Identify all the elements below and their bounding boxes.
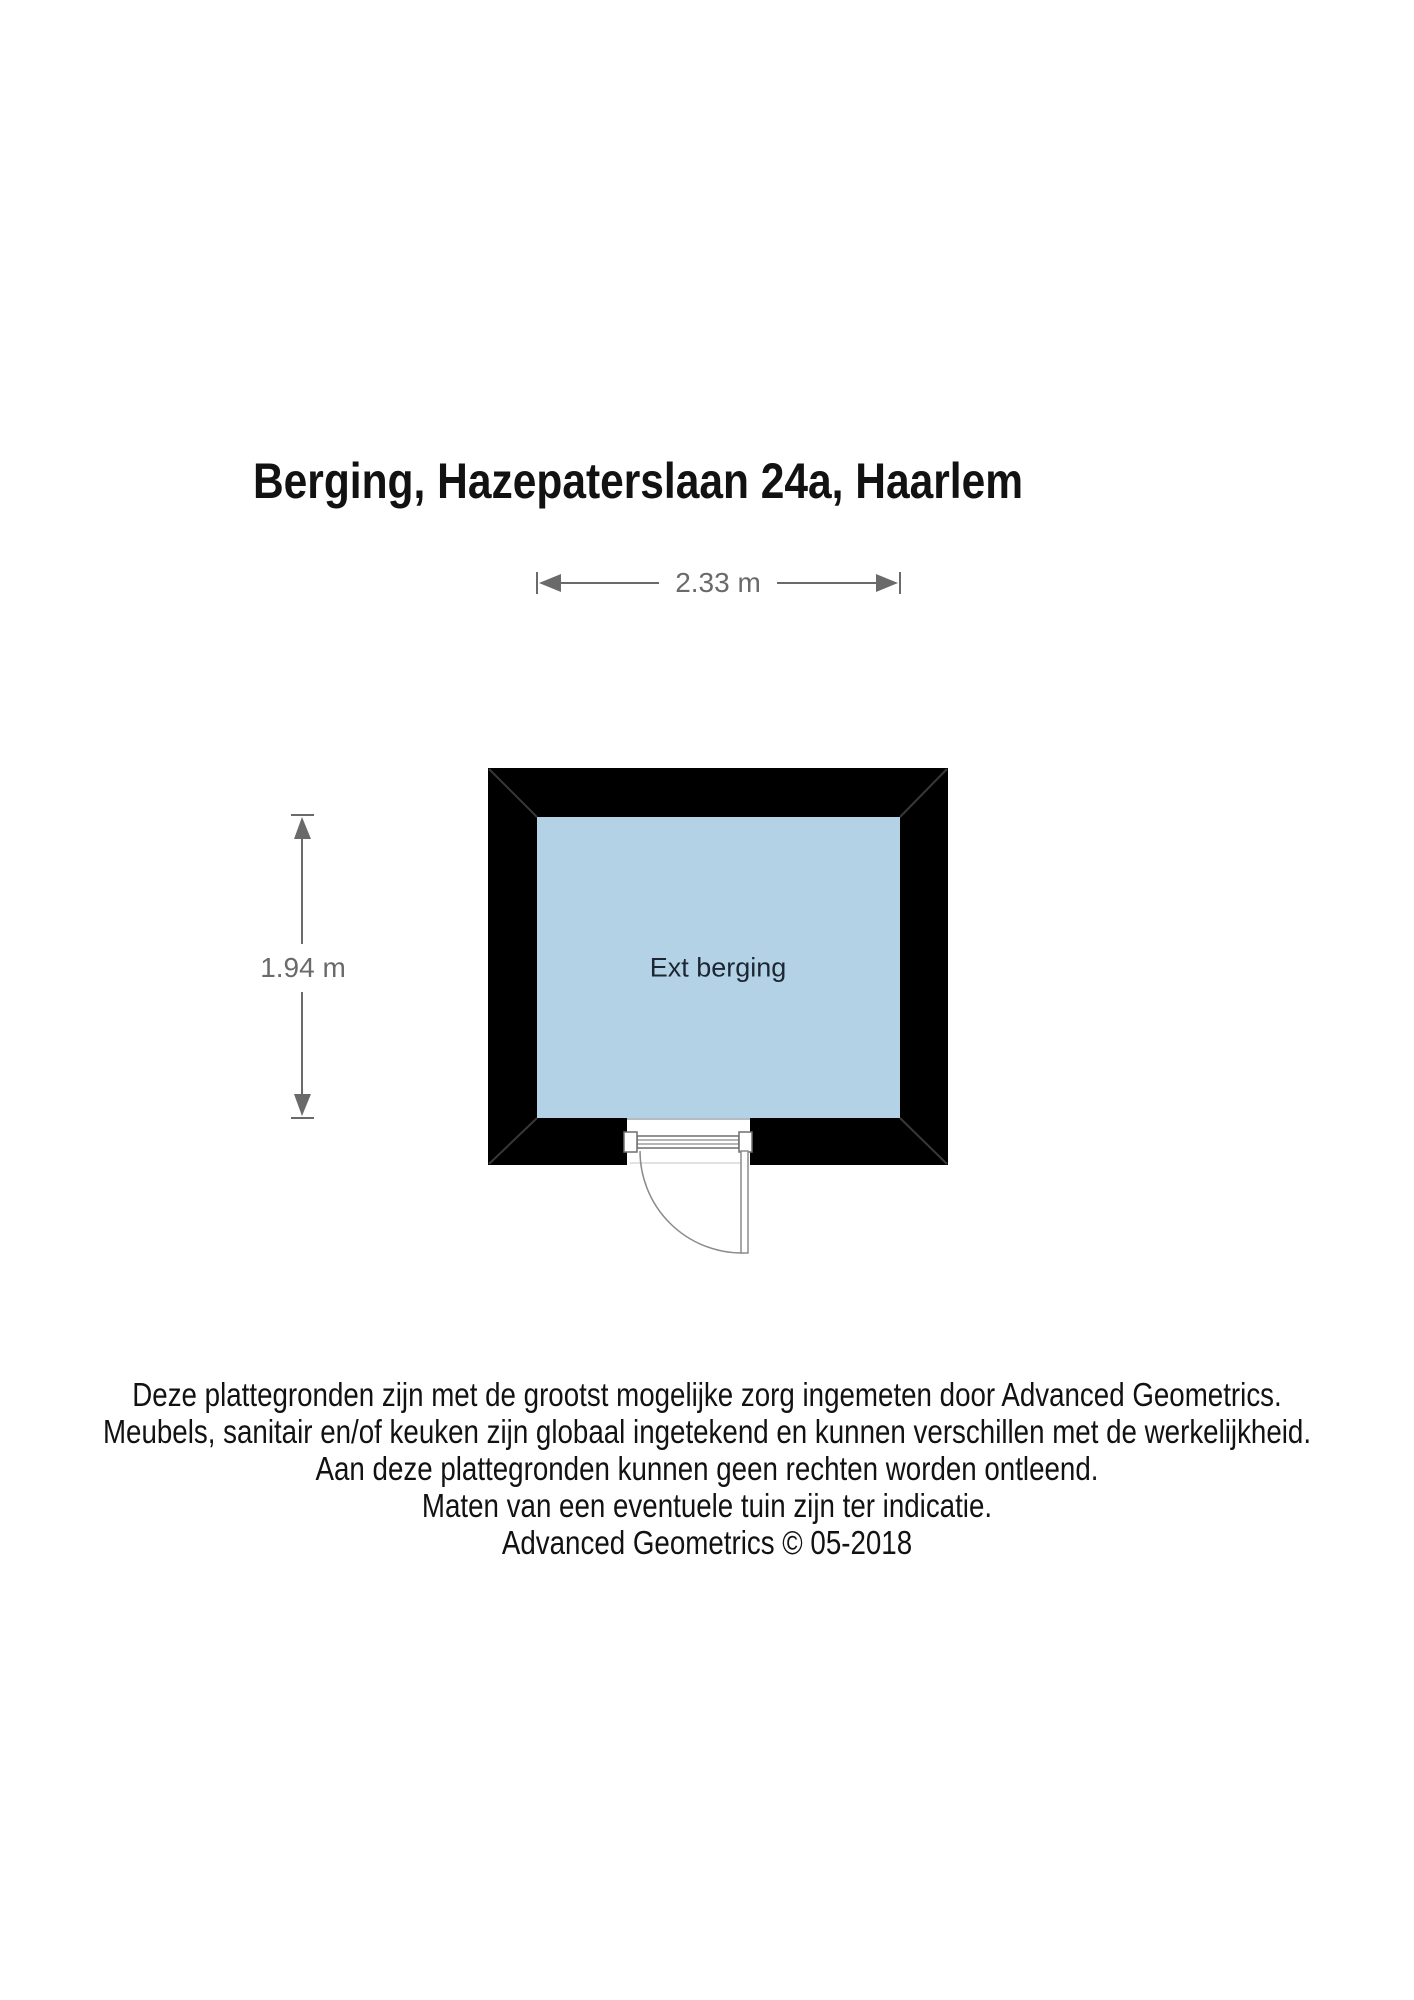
arrow-right-icon — [876, 574, 898, 592]
height-dimension-label: 1.94 m — [254, 952, 352, 984]
page-title: Berging, Hazepaterslaan 24a, Haarlem — [252, 453, 1024, 509]
door-jamb-left — [624, 1132, 637, 1152]
disclaimer — [103, 1376, 1311, 1561]
disclaimer-line: Advanced Geometrics © 05-2018 — [501, 1524, 913, 1561]
wall-bottom-right — [750, 1118, 900, 1165]
wall-bottom-left — [537, 1118, 627, 1165]
door-swing-arc — [640, 1151, 742, 1253]
disclaimer-line: Meubels, sanitair en/of keuken zijn globaal ingetekend en kunnen verschillen met de werkelijkheid. — [102, 1413, 1312, 1450]
arrow-left-icon — [539, 574, 561, 592]
room-label: Ext berging — [649, 952, 787, 983]
door-threshold — [637, 1136, 739, 1148]
width-dimension-label: 2.33 m — [669, 567, 767, 599]
door-leaf — [741, 1151, 748, 1253]
disclaimer-line: Aan deze plattegronden kunnen geen rechten worden ontleend. — [315, 1450, 1099, 1487]
disclaimer-line: Maten van een eventuele tuin zijn ter indicatie. — [421, 1487, 993, 1524]
wall-left — [488, 817, 537, 1165]
disclaimer-line: Deze plattegronden zijn met de grootst mogelijke zorg ingemeten door Advanced Geometrics. — [132, 1376, 1282, 1413]
arrow-down-icon — [294, 1094, 311, 1116]
door — [624, 1118, 752, 1253]
door-jamb-right — [739, 1132, 752, 1152]
wall-top — [488, 768, 948, 817]
arrow-up-icon — [294, 817, 311, 839]
wall-right — [900, 817, 948, 1165]
